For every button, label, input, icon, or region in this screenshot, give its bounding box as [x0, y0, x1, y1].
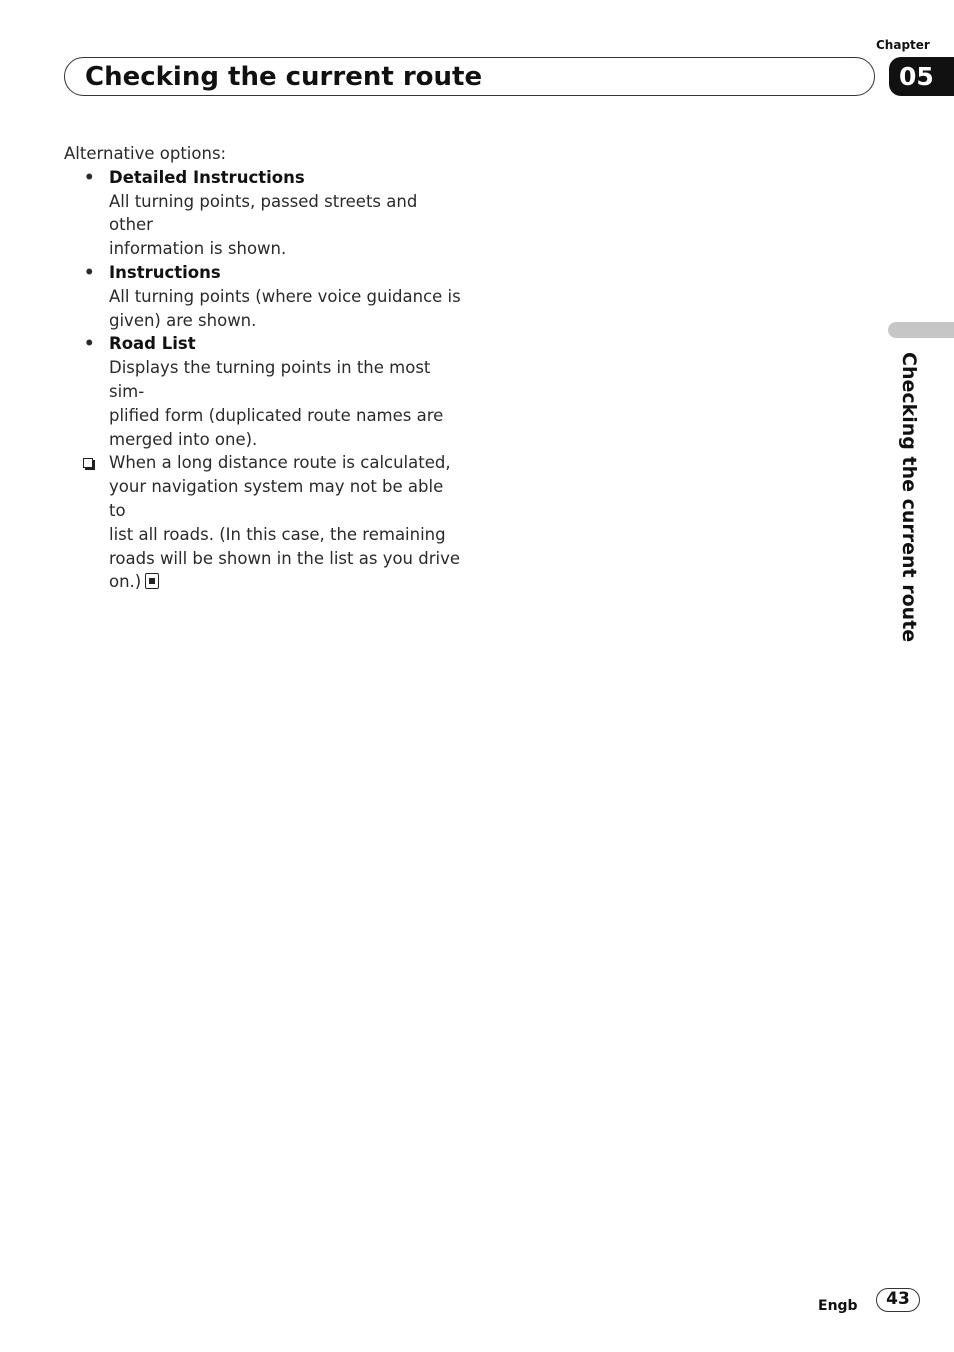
bullet-icon: • — [84, 167, 95, 187]
option-item — [64, 332, 464, 451]
note-line: roads will be shown in the list as you drive — [109, 548, 461, 568]
option-desc-line: All turning points (where voice guidance is — [109, 286, 461, 306]
note-checkbox-icon — [83, 458, 93, 468]
option-desc-line: plified form (duplicated route names are — [109, 405, 444, 425]
bullet-icon: • — [84, 334, 95, 354]
note-line: on.) — [109, 572, 142, 592]
language-label: Engb — [818, 1298, 858, 1314]
option-desc-line: All turning points, passed streets and other — [109, 191, 418, 235]
option-item — [64, 166, 464, 261]
note-last-line — [109, 570, 464, 594]
main-content — [64, 142, 464, 594]
side-tab-marker — [888, 322, 954, 338]
chapter-number-tab: 05 — [889, 57, 954, 96]
option-desc-line: Displays the turning points in the most sim- — [109, 358, 431, 401]
option-title: Instructions — [109, 262, 221, 282]
note-line: your navigation system may not be able to — [109, 477, 444, 520]
bullet-icon: • — [84, 262, 95, 282]
option-item — [64, 261, 464, 332]
end-of-section-icon — [145, 573, 159, 589]
note — [64, 451, 464, 594]
option-title: Road List — [109, 334, 196, 354]
side-tab-label: Checking the current route — [898, 352, 920, 643]
chapter-label: Chapter — [876, 38, 930, 52]
option-desc-line: given) are shown. — [109, 310, 257, 330]
lead-text: Alternative options: — [64, 144, 227, 163]
title-bar — [64, 57, 875, 96]
option-desc-line: merged into one). — [109, 429, 258, 449]
option-title: Detailed Instructions — [109, 167, 305, 187]
page-title: Checking the current route — [85, 62, 483, 92]
page-number: 43 — [876, 1288, 920, 1312]
option-desc-line: information is shown. — [109, 239, 287, 259]
options-list — [64, 166, 464, 452]
note-line: When a long distance route is calculated, — [109, 453, 451, 473]
note-line: list all roads. (In this case, the remaining — [109, 524, 446, 544]
